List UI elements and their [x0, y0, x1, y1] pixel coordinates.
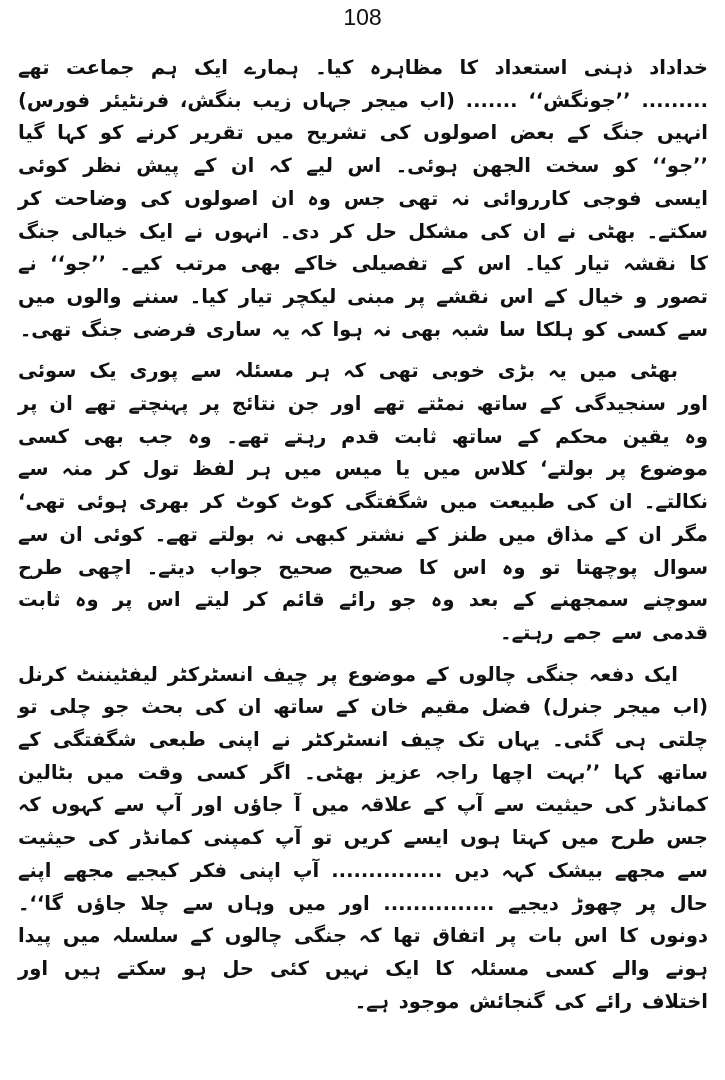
page-number: 108 [343, 4, 382, 30]
paragraph-2: بھٹی میں یہ بڑی خوبی تھی کہ ہر مسئلہ سے پوری یک سوئی اور سنجیدگی کے ساتھ نمٹتے تھے اور جن نتائج پر پہنچتے تھے ان پر وہ یقین محکم کے ساتھ ثابت قدم رہتے تھے۔ وہ جب بھی کسی موضوع پر بولتے‘ کلاس میں یا میس میں ہر لفظ تول کر منہ سے نکالتے۔ ان کی طبیعت میں شگفتگی کوٹ کوٹ کر بھری ہوئی تھی‘ مگر ان کے مذاق میں طنز کے نشتر کبھی نہ بولتے تھے۔ کوئی ان سے سوال پوچھتا تو وہ اس کا صحیح صحیح جواب دیتے۔ اچھی طرح سوچنے سمجھنے کے بعد وہ جو رائے قائم کر لیتے اس پر وہ ثابت قدمی سے جمے رہتے۔ [18, 359, 708, 644]
paragraph-3: ایک دفعہ جنگی چالوں کے موضوع پر چیف انسٹرکٹر لیفٹیننٹ کرنل (اب میجر جنرل) فضل مقیم خان کے ساتھ ان کی بحث جو چلی تو چلتی ہی گئی۔ یہاں تک چیف انسٹرکٹر نے اپنی طبعی شگفتگی کے ساتھ کہا ’’بہت اچھا راجہ عزیز بھٹی۔ اگر کسی وقت میں بٹالین کمانڈر کی حیثیت سے آپ کے علاقہ میں آ جاؤں اور آپ سے کہوں کہ جس طرح میں کہتا ہوں ایسے کریں تو آپ کمپنی کمانڈر کی حیثیت سے مجھے بیشک کہہ دیں ............... آپ اپنی فکر کیجیے مجھے اپنے حال پر چھوڑ دیجیے ............... اور میں وہاں سے چلا جاؤں گا‘‘۔ دونوں کا اس بات پر اتفاق تھا کہ جنگی چالوں کے سلسلہ میں پیدا ہونے والے کسی مسئلہ کا ایک نہیں کئی حل ہو سکتے ہیں اور اختلاف رائے کی گنجائش موجود ہے۔ [18, 662, 708, 1013]
body-text [18, 52, 708, 1018]
paragraph-1: خداداد ذہنی استعداد کا مظاہرہ کیا۔ ہمارے ایک ہم جماعت تھے ......... ’’جونگش‘‘ ....... (اب میجر جہاں زیب بنگش، فرنٹیئر فورس) انہیں جنگ کے بعض اصولوں کی تشریح میں تقریر کرنے کو کہا گیا ’’جو‘‘ کو سخت الجھن ہوئی۔ اس لیے کہ ان کے پیش نظر کوئی ایسی فوجی کارروائی نہ تھی جس وہ ان اصولوں کی وضاحت کر سکتے۔ بھٹی نے ان کی مشکل حل کر دی۔ انہوں نے ایک خیالی جنگ کا نقشہ تیار کیا۔ اس کے تفصیلی خاکے بھی مرتب کیے۔ ’’جو‘‘ نے تصور و خیال کے اس نقشے پر مبنی لیکچر تیار کیا۔ سننے والوں میں سے کسی کو ہلکا سا شبہ بھی نہ ہوا کہ یہ ساری فرضی جنگ تھی۔ [18, 56, 708, 341]
